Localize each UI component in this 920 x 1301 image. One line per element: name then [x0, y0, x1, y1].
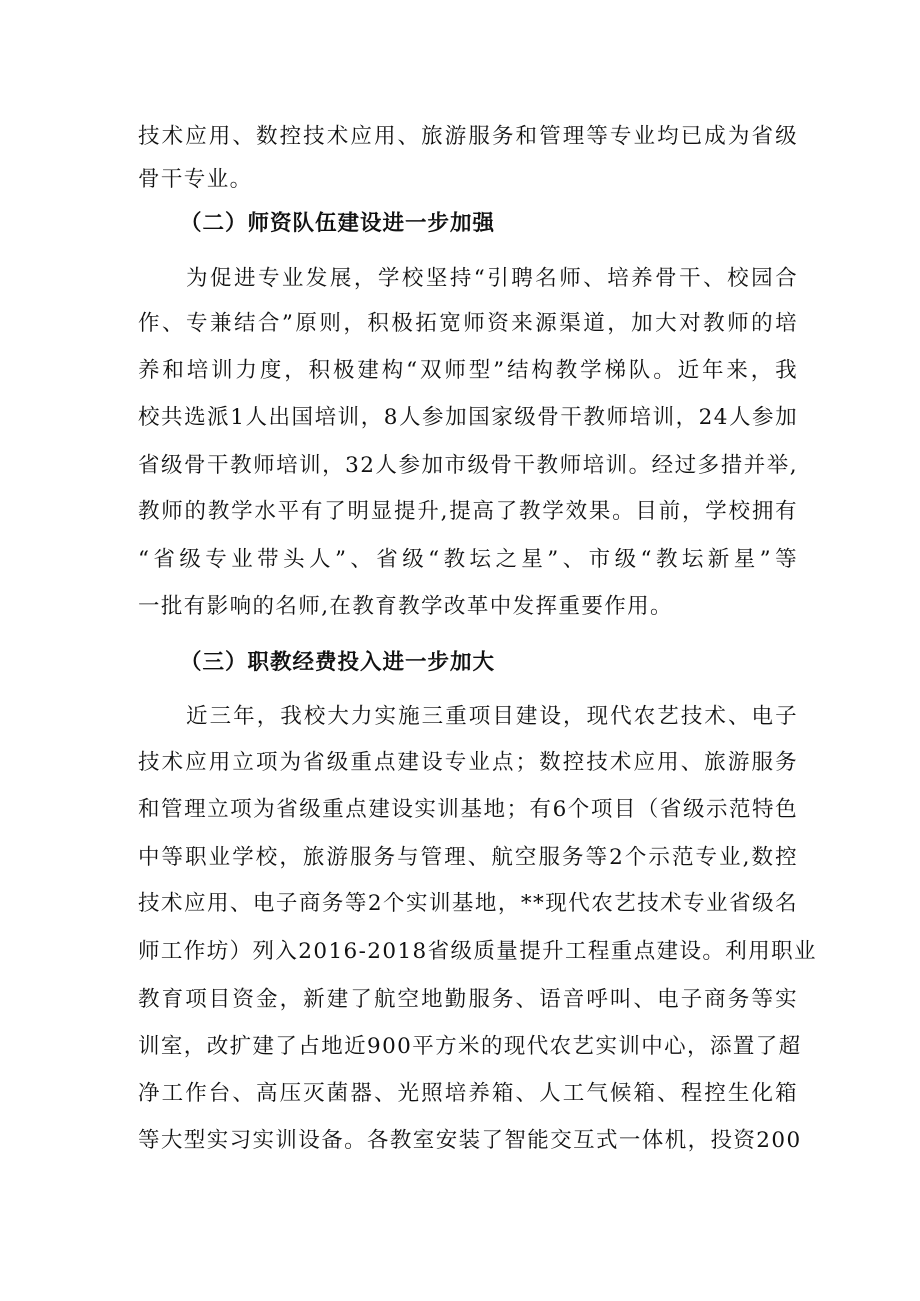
- paragraph-line: 技术应用、数控技术应用、旅游服务和管理等专业均已成为省级: [138, 124, 798, 149]
- paragraph-line: 近三年，我校大力实施三重项目建设，现代农艺技术、电子: [186, 704, 798, 729]
- paragraph-line: 校共选派1人出国培训，8人参加国家级骨干教师培训，24人参加: [138, 405, 798, 430]
- paragraph-line: 省级骨干教师培训，32人参加市级骨干教师培训。经过多措并举,: [138, 453, 798, 478]
- paragraph-line: 等大型实习实训设备。各教室安装了智能交互式一体机，投资200: [138, 1128, 802, 1153]
- section-heading: （三）职教经费投入进一步加大: [180, 650, 496, 675]
- paragraph-line: 净工作台、高压灭菌器、光照培养箱、人工气候箱、程控生化箱: [138, 1081, 798, 1106]
- paragraph-line: 骨干专业。: [138, 167, 253, 192]
- paragraph-line: 作、专兼结合”原则，积极拓宽师资来源渠道，加大对教师的培: [138, 311, 798, 336]
- paragraph-line: 养和培训力度，积极建构“双师型”结构教学梯队。近年来，我: [138, 358, 798, 383]
- paragraph-line: 技术应用立项为省级重点建设专业点；数控技术应用、旅游服务: [138, 750, 798, 775]
- paragraph-line: 和管理立项为省级重点建设实训基地；有6个项目（省级示范特色: [138, 797, 798, 822]
- paragraph-line: 一批有影响的名师,在教育教学改革中发挥重要作用。: [138, 594, 673, 619]
- paragraph-line: 教师的教学水平有了明显提升,提高了教学效果。目前，学校拥有: [138, 499, 798, 524]
- paragraph-line: 中等职业学校，旅游服务与管理、航空服务等2个示范专业,数控: [138, 845, 798, 870]
- paragraph-line: 教育项目资金，新建了航空地勤服务、语音呼叫、电子商务等实: [138, 987, 798, 1012]
- paragraph-line: 技术应用、电子商务等2个实训基地，**现代农艺技术专业省级名: [138, 891, 798, 916]
- paragraph-line: “省级专业带头人”、省级“教坛之星”、市级“教坛新星”等: [138, 547, 798, 572]
- paragraph-line: 为促进专业发展，学校坚持“引聘名师、培养骨干、校园合: [186, 266, 798, 291]
- paragraph-line: 训室，改扩建了占地近900平方米的现代农艺实训中心，添置了超: [138, 1034, 802, 1059]
- paragraph-line: 师工作坊）列入2016-2018省级质量提升工程重点建设。利用职业: [138, 939, 817, 964]
- section-heading: （二）师资队伍建设进一步加强: [180, 211, 496, 236]
